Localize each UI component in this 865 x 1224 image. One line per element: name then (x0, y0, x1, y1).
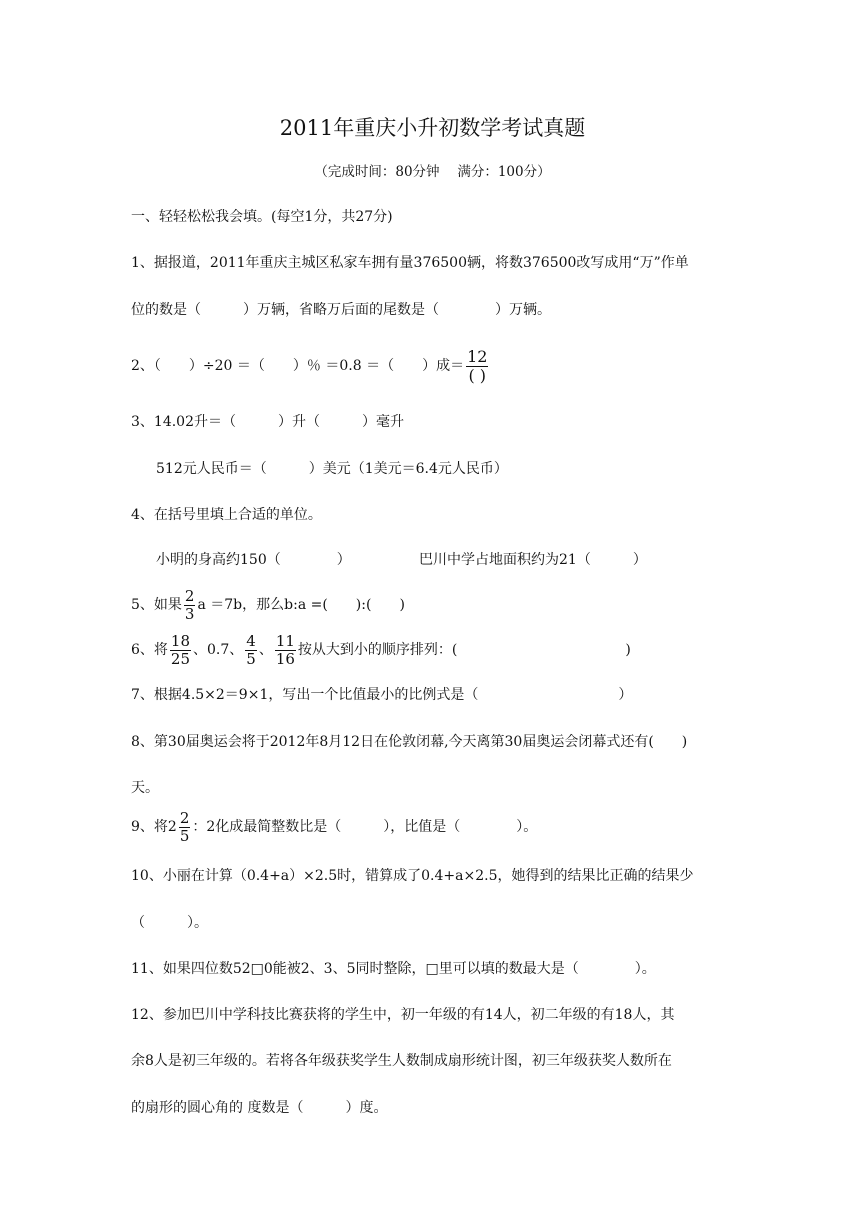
question-12-line-1: 12、参加巴川中学科技比赛获将的学生中，初一年级的有14人，初二年级的有18人，其 (131, 1007, 675, 1023)
fraction-11-16 (275, 631, 296, 668)
fraction-numerator: 18 (170, 631, 191, 650)
fraction-2-5 (179, 808, 191, 845)
question-6-prefix: 6、将 (131, 642, 168, 658)
question-9-prefix: 9、将2 (131, 819, 177, 835)
question-7: 7、根据4.5×2＝9×1，写出一个比值最小的比例式是（ ） (131, 687, 633, 703)
question-5 (131, 583, 405, 627)
question-8-line-1: 8、第30届奥运会将于2012年8月12日在伦敦闭幕,今天离第30届奥运会闭幕式还有( ) (131, 734, 688, 750)
question-6-separator-2: 、 (258, 642, 273, 658)
question-4-height: 小明的身高约150（ ） (156, 552, 351, 568)
question-6-separator-1: 、0.7、 (193, 642, 244, 658)
exam-subtitle: （完成时间：80分钟 满分：100分） (314, 164, 551, 180)
fraction-numerator: 11 (275, 631, 295, 650)
question-4-area: 巴川中学占地面积约为21（ ） (419, 552, 647, 568)
question-10-line-2: （ ）。 (131, 915, 208, 931)
fraction-numerator: 2 (179, 808, 190, 827)
fraction-denominator: 5 (179, 826, 190, 845)
question-6-suffix: 按从大到小的顺序排列：( ) (297, 642, 631, 658)
page-title: 2011年重庆小升初数学考试真题 (279, 116, 586, 140)
question-3-line-1: 3、14.02升＝（ ）升（ ）毫升 (131, 414, 404, 430)
question-2 (131, 344, 490, 388)
question-10-line-1: 10、小丽在计算（0.4+a）×2.5时，错算成了0.4+a×2.5，她得到的结果比正确的结果少 (131, 868, 694, 884)
fraction-numerator: 12 (467, 346, 488, 366)
fraction-denominator: 5 (246, 649, 256, 668)
fraction-denominator: 3 (184, 604, 195, 623)
question-9 (131, 805, 537, 849)
question-5-prefix: 5、如果 (131, 597, 182, 613)
fraction-denominator: 16 (275, 649, 295, 668)
question-1-line-1: 1、据报道，2011年重庆主城区私家车拥有量376500辆，将数376500改写成用“万”作单 (131, 255, 689, 271)
question-8-line-2: 天。 (131, 780, 159, 796)
section-heading: 一、轻轻松松我会填。(每空1分，共27分) (131, 209, 393, 225)
question-12-line-2: 余8人是初三年级的。若将各年级获奖学生人数制成扇形统计图，初三年级获奖人数所在 (131, 1053, 672, 1069)
question-3-line-2: 512元人民币＝（ ）美元（1美元＝6.4元人民币） (156, 461, 508, 477)
fraction-18-25 (170, 631, 191, 668)
fraction-12-blank (466, 346, 488, 385)
fraction-numerator: 4 (246, 631, 256, 650)
question-6 (131, 628, 631, 672)
fraction-4-5 (245, 631, 257, 668)
fraction-numerator: 2 (184, 586, 195, 605)
fraction-2-3 (184, 586, 196, 623)
question-12-line-3: 的扇形的圆心角的 度数是（ ）度。 (131, 1100, 388, 1116)
question-2-text: 2、（ ）÷20 ＝（ ）％ ＝0.8 ＝（ ）成＝ (131, 358, 465, 374)
question-9-suffix: ：2化成最简整数比是（ ），比值是（ ）。 (192, 819, 538, 835)
fraction-denominator: 25 (170, 649, 191, 668)
fraction-denominator: ( ) (468, 365, 487, 385)
question-11: 11、如果四位数52□0能被2、3、5同时整除，□里可以填的数最大是（ ）。 (131, 961, 656, 977)
question-4-line-1: 4、在括号里填上合适的单位。 (131, 507, 322, 523)
question-1-line-2: 位的数是（ ）万辆，省略万后面的尾数是（ ）万辆。 (131, 302, 551, 318)
question-5-suffix: a ＝7b，那么b:a =( ):( ) (197, 597, 405, 613)
